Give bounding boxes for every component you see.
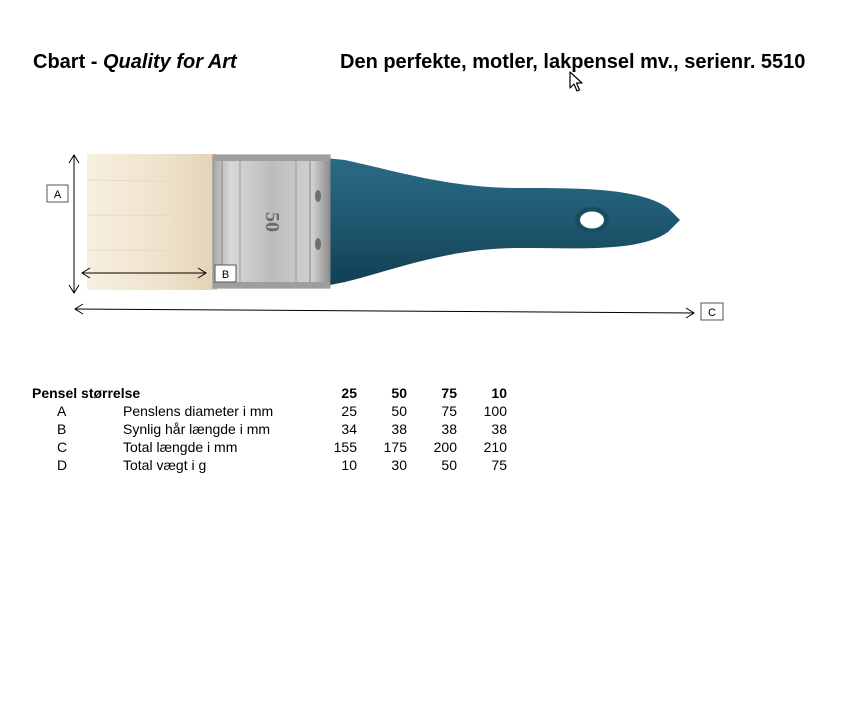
size-column-header: 75 <box>441 385 457 401</box>
page-title: Den perfekte, motler, lakpensel mv., serienr. 5510 <box>340 51 806 73</box>
table-cell: 200 <box>433 439 457 455</box>
table-cell: 210 <box>483 439 507 455</box>
dimension-c-arrow <box>75 304 694 318</box>
ferrule-number: 50 <box>261 212 283 232</box>
row-label: D <box>57 457 68 473</box>
table-cell: 75 <box>441 403 457 419</box>
table-cell: 38 <box>441 421 457 437</box>
table-cell: 25 <box>341 403 357 419</box>
table-row <box>32 456 507 474</box>
table-cell: 10 <box>341 457 357 473</box>
table-cell: 38 <box>391 421 407 437</box>
row-description: Total vægt i g <box>123 457 207 473</box>
row-label: C <box>57 439 68 455</box>
table-row <box>32 420 507 438</box>
row-label: A <box>57 403 67 419</box>
table-cell: 75 <box>491 457 507 473</box>
row-description: Penslens diameter i mm <box>123 403 274 419</box>
row-label: B <box>57 421 67 437</box>
spec-table <box>32 384 507 474</box>
size-column-header: 25 <box>341 385 357 401</box>
table-cell: 30 <box>391 457 407 473</box>
table-cell: 50 <box>441 457 457 473</box>
mouse-cursor-icon <box>569 71 583 93</box>
table-cell: 38 <box>491 421 507 437</box>
dimension-a-arrow <box>69 155 79 293</box>
table-cell: 100 <box>483 403 507 419</box>
dimension-c-label: C <box>708 307 716 319</box>
dimension-a-label: A <box>53 189 62 201</box>
row-description: Synlig hår længde i mm <box>123 421 271 437</box>
size-column-header: 10 <box>491 385 507 401</box>
table-row <box>32 438 507 456</box>
table-cell: 155 <box>333 439 357 455</box>
size-column-header: 50 <box>391 385 407 401</box>
brand-tagline: Quality for Art <box>103 51 237 73</box>
brush-bristles <box>87 154 217 290</box>
brand-name: Cbart - <box>33 51 103 73</box>
brush-handle <box>325 158 680 286</box>
table-cell: 175 <box>383 439 407 455</box>
spec-table-heading: Pensel størrelse <box>32 385 141 401</box>
table-cell: 34 <box>341 421 357 437</box>
brush-diagram <box>0 140 843 330</box>
dimension-b-label: B <box>221 269 230 281</box>
spec-table-header-row <box>32 384 507 402</box>
table-row <box>32 402 507 420</box>
row-description: Total længde i mm <box>123 439 238 455</box>
table-cell: 50 <box>391 403 407 419</box>
brand-heading <box>33 51 237 74</box>
